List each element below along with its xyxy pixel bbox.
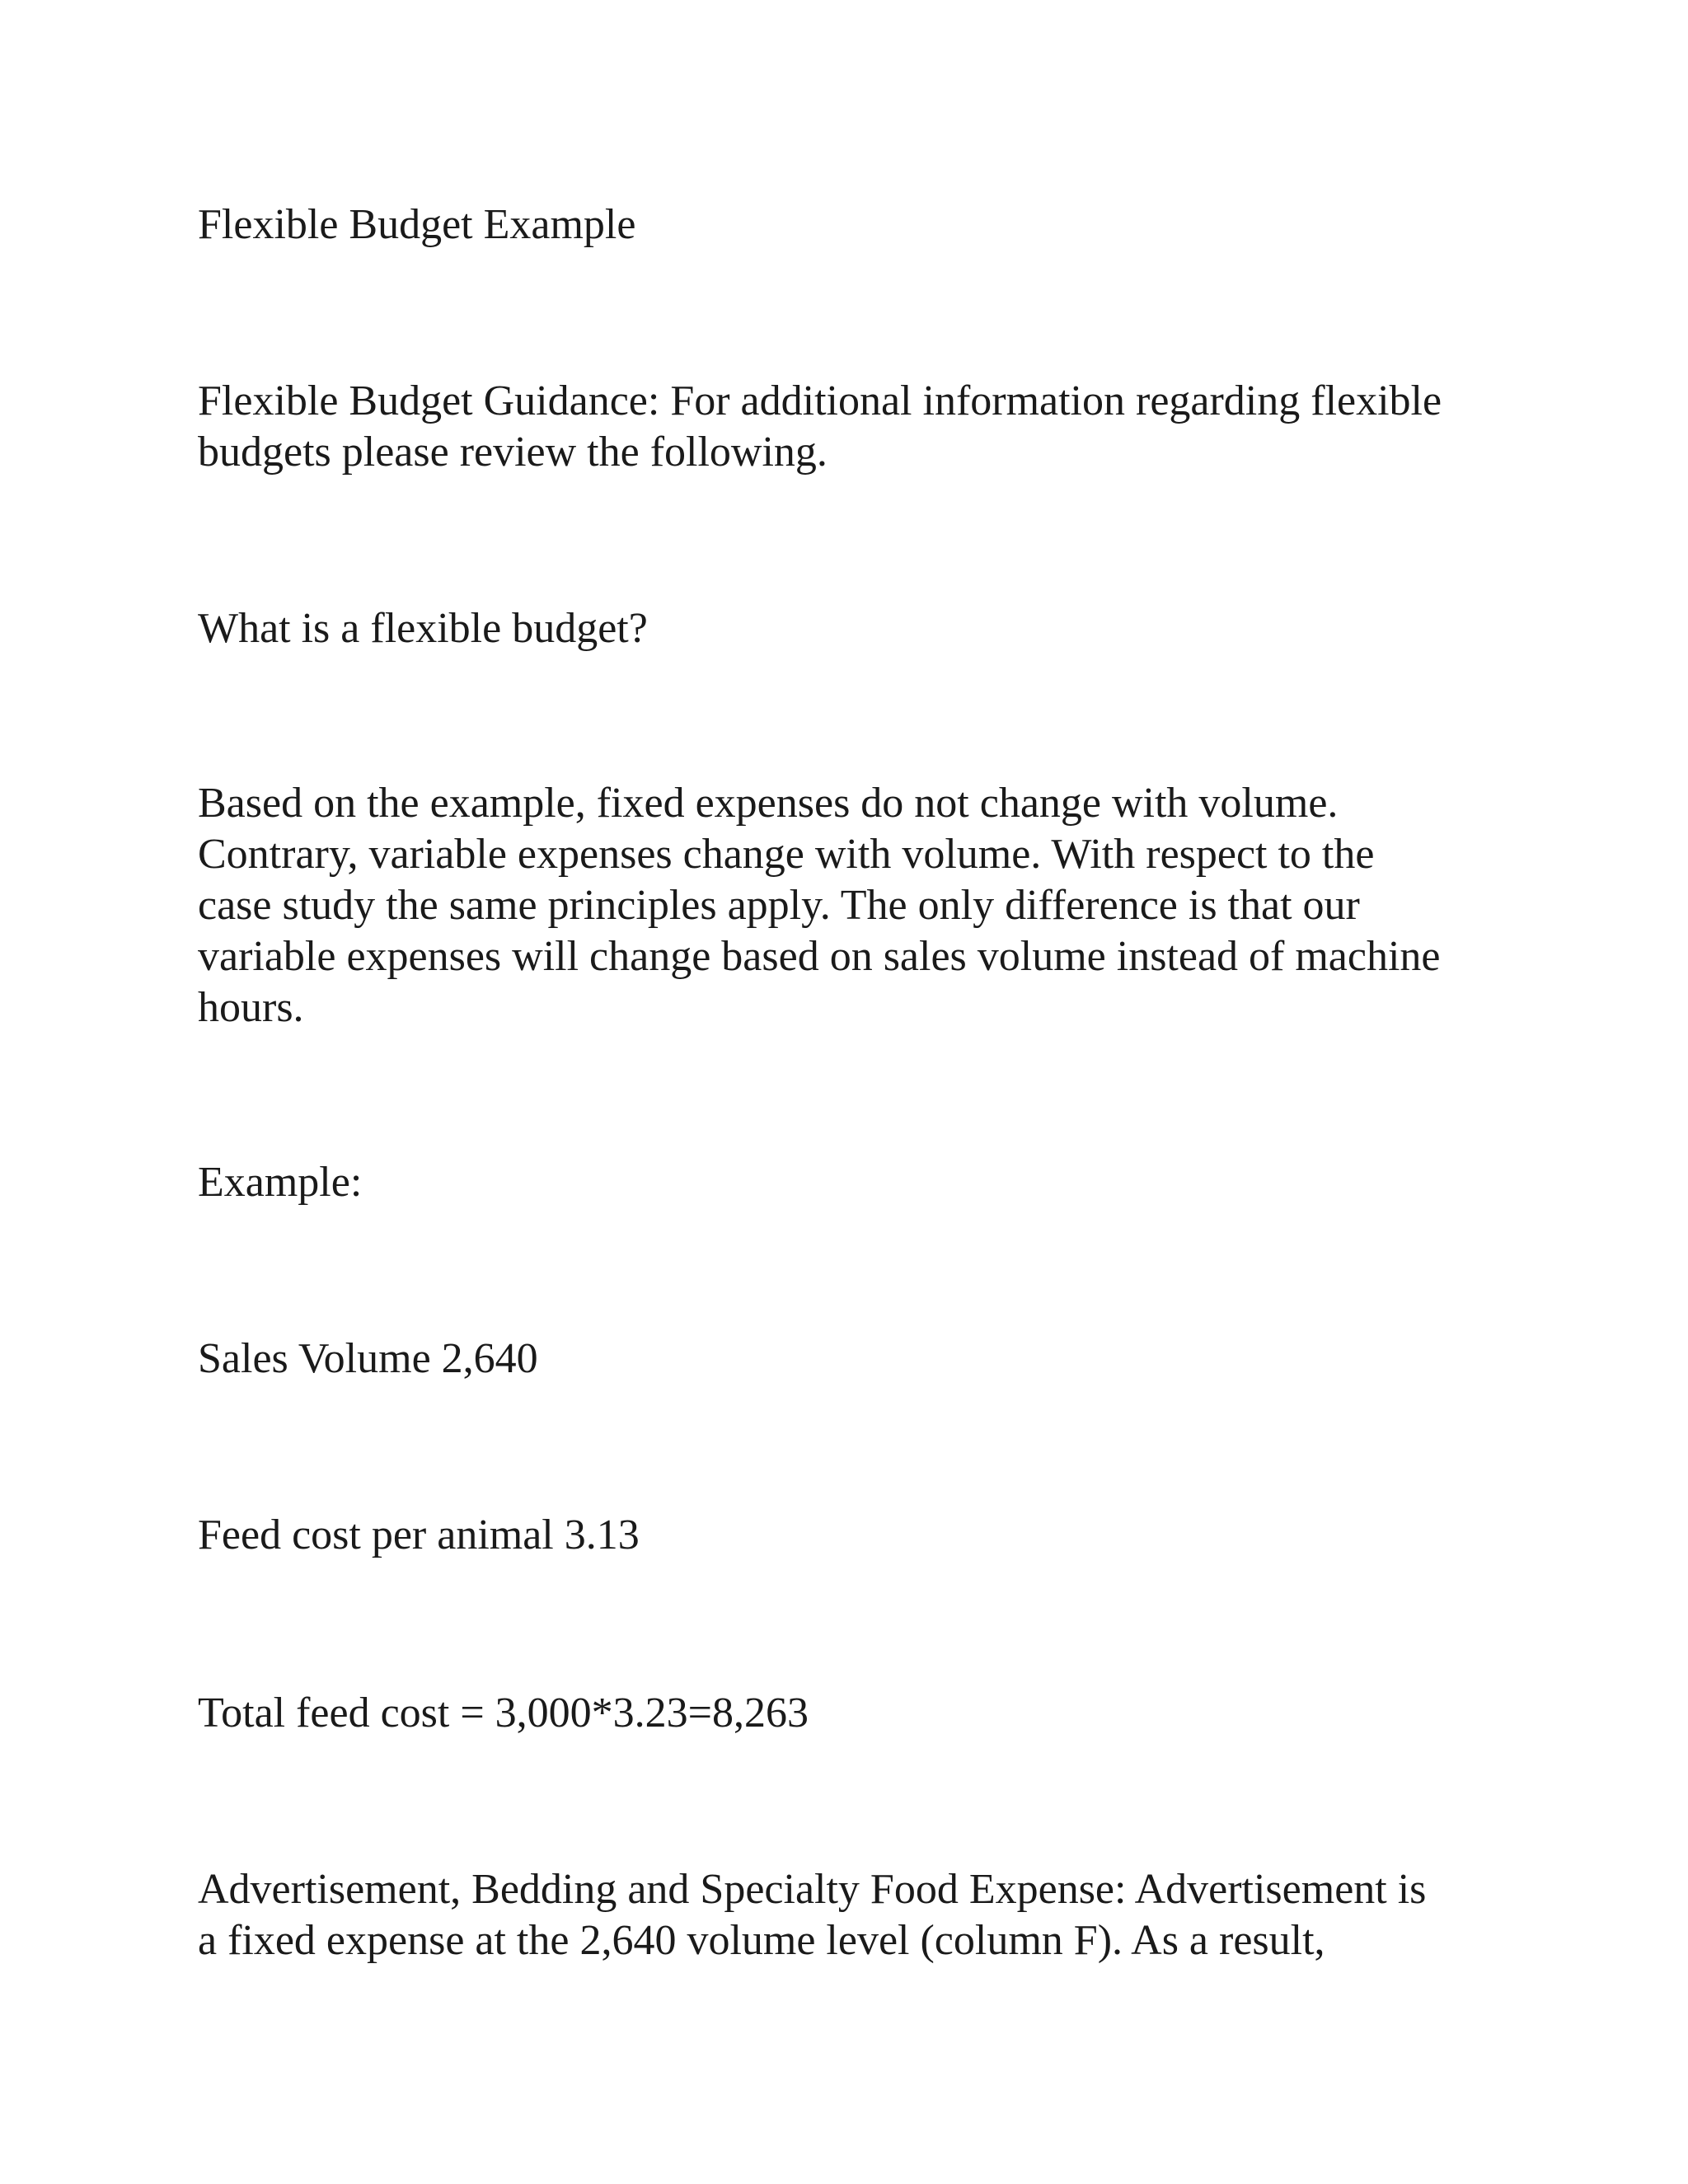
example-label-line: Example:: [198, 1159, 363, 1206]
explanation-paragraph: [198, 778, 1500, 1033]
guidance-line-2: budgets please review the following.: [198, 429, 828, 476]
title-line: Flexible Budget Example: [198, 201, 636, 248]
sales-volume-paragraph: [198, 1333, 1500, 1385]
sales-volume-line: Sales Volume 2,640: [198, 1335, 538, 1382]
feed-cost-line: Feed cost per animal 3.13: [198, 1511, 640, 1558]
advertisement-line-1: Advertisement, Bedding and Specialty Food Expense: Advertisement is: [198, 1866, 1427, 1913]
example-label: [198, 1157, 1500, 1208]
explanation-line-4: variable expenses will change based on sales volume instead of machine: [198, 933, 1441, 980]
explanation-line-5: hours.: [198, 984, 304, 1031]
question-line: What is a flexible budget?: [198, 605, 648, 652]
advertisement-paragraph: [198, 1864, 1500, 1966]
guidance-line-1: Flexible Budget Guidance: For additional information regarding flexible: [198, 377, 1442, 424]
explanation-line-1: Based on the example, fixed expenses do not change with volume.: [198, 780, 1339, 827]
advertisement-line-2: a fixed expense at the 2,640 volume level (column F). As a result,: [198, 1917, 1325, 1964]
total-feed-cost-line: Total feed cost = 3,000*3.23=8,263: [198, 1690, 809, 1736]
guidance-paragraph: [198, 376, 1500, 478]
feed-cost-paragraph: [198, 1510, 1500, 1561]
total-feed-cost-paragraph: [198, 1688, 1500, 1739]
question-paragraph: [198, 603, 1500, 654]
document-title: [198, 199, 1500, 251]
explanation-line-3: case study the same principles apply. The only difference is that our: [198, 882, 1360, 929]
explanation-line-2: Contrary, variable expenses change with volume. With respect to the: [198, 831, 1375, 878]
